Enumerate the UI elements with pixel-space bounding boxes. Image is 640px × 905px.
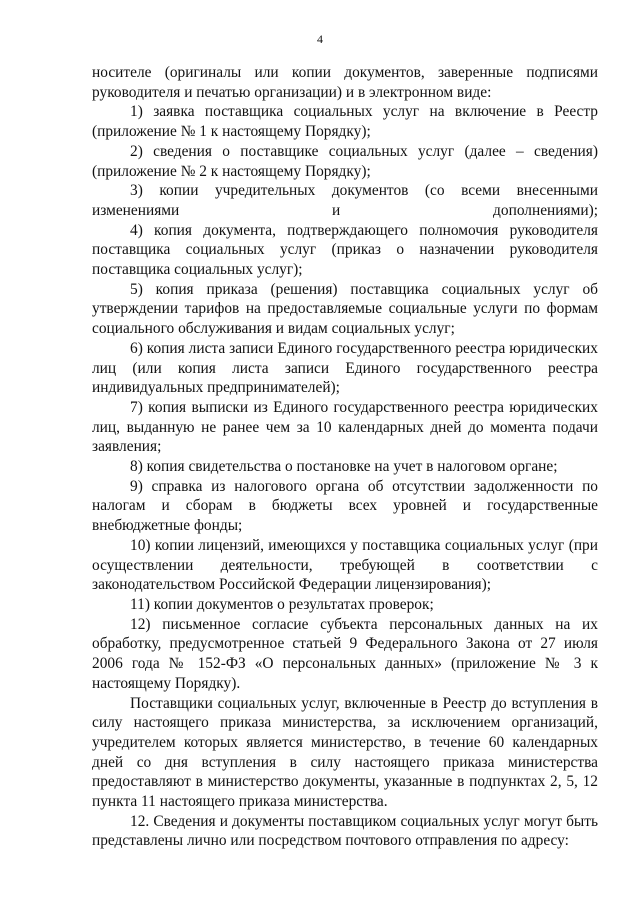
list-item-2: 2) сведения о поставщике социальных услуг (далее – сведения) (приложение № 2 к настоящему Порядку);: [92, 142, 598, 180]
list-item-5: 5) копия приказа (решения) поставщика социальных услуг об утверждении тарифов на предоставляемые социальные услуги по формам социального обслуживания и видам социальных услуг;: [92, 280, 598, 338]
list-item-4: 4) копия документа, подтверждающего полномочия руководителя поставщика социальных услуг (приказ о назначении руководителя поставщика социальных услуг);: [92, 221, 598, 279]
list-item-3: 3) копии учредительных документов (со всеми внесенными изменениями и дополнениями);: [92, 182, 598, 219]
list-item-12: 12) письменное согласие субъекта персональных данных на их обработку, предусмотренное статьей 9 Федерального Закона от 27 июля 2006 года № 152-ФЗ «О персональных данных» (приложение № 3 к настоящему Порядку).: [92, 615, 598, 692]
paragraph-clause-12: 12. Сведения и документы поставщиком социальных услуг могут быть представлены лично или посредством почтового отправления по адресу:: [92, 812, 598, 850]
list-item-1: 1) заявка поставщика социальных услуг на включение в Реестр (приложение № 1 к настоящему Порядку);: [92, 103, 598, 141]
list-item-7: 7) копия выписки из Единого государственного реестра юридических лиц, выданную не ранее чем за 10 календарных дней до момента подачи заявления;: [92, 398, 598, 456]
list-item-8: 8) копия свидетельства о постановке на учет в налоговом органе;: [130, 458, 558, 476]
list-item-6: 6) копия листа записи Единого государственного реестра юридических лиц (или копия листа записи Единого государственного реестра индивидуальных предпринимателей);: [92, 339, 598, 397]
list-item-9: 9) справка из налогового органа об отсутствии задолженности по налогам и сборам в бюджеты всех уровней и государственные внебюджетные фонды;: [92, 477, 598, 535]
list-item-11: 11) копии документов о результатах проверок;: [130, 595, 434, 613]
page-number: 4: [317, 32, 323, 46]
document-body: [92, 63, 598, 851]
paragraph-existing-providers: Поставщики социальных услуг, включенные в Реестр до вступления в силу настоящего приказа министерства, за исключением организаций, учредителем которых является министерство, в течение 60 календарных дней со дня вступления в силу настоящего приказа министерства предоставляют в министерство документы, указанные в подпунктах 2, 5, 12 пункта 11 настоящего приказа министерства.: [92, 694, 598, 811]
list-item-10: 10) копии лицензий, имеющихся у поставщика социальных услуг (при осуществлении деятельности, требующей в соответствии с законодательством Российской Федерации лицензирования);: [92, 536, 598, 594]
paragraph-continuation: носителе (оригиналы или копии документов, заверенные подписями руководителя и печатью организации) и в электронном виде:: [92, 64, 598, 101]
